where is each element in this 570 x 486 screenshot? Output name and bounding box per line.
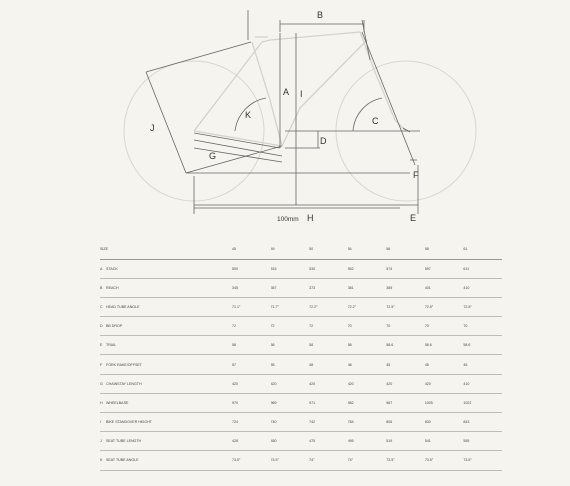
table-cell: 805 — [386, 413, 425, 432]
table-cell: 45 — [386, 355, 425, 374]
table-cell: 48 — [348, 355, 387, 374]
table-row — [100, 451, 502, 470]
row-name: HEAD TUBE ANGLE — [106, 304, 140, 309]
row-name: TRAIL — [106, 343, 117, 348]
table-cell: 515 — [271, 259, 310, 278]
table-cell: 70 — [425, 317, 464, 336]
table-cell: 428 — [232, 432, 271, 451]
table-cell: 57 — [232, 355, 271, 374]
row-letter: B — [100, 285, 103, 290]
table-cell: 784 — [348, 413, 387, 432]
table-cell: 970 — [232, 393, 271, 412]
table-cell: 72.2° — [309, 297, 348, 316]
table-cell: 74° — [309, 451, 348, 470]
table-cell: 475 — [309, 432, 348, 451]
geometry-table — [100, 240, 502, 471]
size-col: 45 — [232, 240, 271, 259]
row-letter: J — [100, 439, 102, 444]
table-cell: 420 — [386, 374, 425, 393]
row-letter: H — [100, 400, 103, 405]
table-cell: 420 — [232, 374, 271, 393]
row-letter: K — [100, 458, 103, 463]
table-cell: 58.6 — [463, 336, 502, 355]
table-cell: 971 — [309, 393, 348, 412]
table-cell: 574 — [386, 259, 425, 278]
table-header-row — [100, 240, 502, 259]
table-cell: 58.6 — [386, 336, 425, 355]
table-cell: 73.5° — [425, 451, 464, 470]
table-row — [100, 336, 502, 355]
row-name: STACK — [106, 266, 118, 271]
size-col: 49 — [271, 240, 310, 259]
table-row — [100, 432, 502, 451]
table-cell: 45 — [463, 355, 502, 374]
table-cell: 410 — [463, 278, 502, 297]
table-cell: 72.2° — [348, 297, 387, 316]
row-label — [100, 259, 232, 278]
table-cell: 420 — [348, 374, 387, 393]
table-cell: 72 — [309, 317, 348, 336]
table-cell: 70 — [386, 317, 425, 336]
table-cell: 70 — [463, 317, 502, 336]
table-cell: 495 — [348, 432, 387, 451]
row-name: BIKE STANDOVER HEIGHT — [106, 420, 152, 425]
measurement-lines — [146, 10, 420, 214]
size-header: SIZE — [100, 240, 232, 259]
table-cell: 48 — [309, 355, 348, 374]
table-cell: 740 — [271, 413, 310, 432]
table-row — [100, 317, 502, 336]
row-label — [100, 374, 232, 393]
table-cell: 58 — [232, 336, 271, 355]
table-cell: 555 — [463, 432, 502, 451]
row-label — [100, 432, 232, 451]
table-cell: 72 — [271, 317, 310, 336]
row-name: BB DROP — [106, 324, 123, 329]
row-name: WHEELBASE — [106, 400, 129, 405]
row-name: FORK RAKE/OFFSET — [106, 362, 142, 367]
table-cell: 724 — [232, 413, 271, 432]
table-cell: 74° — [348, 451, 387, 470]
table-cell: 410 — [463, 374, 502, 393]
table-cell: 58 — [271, 336, 310, 355]
table-cell: 389 — [386, 278, 425, 297]
table-cell: 73.5° — [386, 451, 425, 470]
row-letter: A — [100, 266, 103, 271]
table-cell: 500 — [232, 259, 271, 278]
table-cell: 541 — [425, 432, 464, 451]
table-cell: 982 — [348, 393, 387, 412]
row-letter: F — [100, 362, 103, 367]
size-col: 61 — [463, 240, 502, 259]
label-d: D — [320, 136, 327, 146]
table-cell: 1005 — [425, 393, 464, 412]
table-cell: 381 — [348, 278, 387, 297]
size-col: 50 — [309, 240, 348, 259]
table-cell: 58 — [348, 336, 387, 355]
row-letter: E — [100, 343, 103, 348]
row-letter: I — [100, 420, 101, 425]
label-f: F — [413, 170, 419, 180]
table-cell: 72.5° — [425, 297, 464, 316]
table-cell: 987 — [386, 393, 425, 412]
row-label — [100, 451, 232, 470]
row-letter: D — [100, 324, 103, 329]
table-cell: 71.7° — [271, 297, 310, 316]
table-cell: 71.1° — [232, 297, 271, 316]
label-a: A — [283, 87, 290, 97]
table-cell: 830 — [425, 413, 464, 432]
table-cell: 45 — [425, 355, 464, 374]
size-col: 56 — [386, 240, 425, 259]
label-j: J — [150, 123, 155, 133]
table-cell: 611 — [463, 259, 502, 278]
label-k: K — [245, 110, 252, 120]
label-h: H — [307, 213, 314, 223]
table-cell: 73.5° — [463, 451, 502, 470]
row-label — [100, 355, 232, 374]
label-e: E — [410, 213, 417, 223]
table-cell: 969 — [271, 393, 310, 412]
table-body — [100, 259, 502, 470]
table-cell: 58 — [309, 336, 348, 355]
table-cell: 1022 — [463, 393, 502, 412]
label-i: I — [300, 89, 303, 99]
row-name: SEAT TUBE ANGLE — [106, 458, 139, 463]
label-c: C — [372, 116, 379, 126]
row-name: REACH — [106, 285, 119, 290]
table-row — [100, 374, 502, 393]
table-cell: 58.6 — [425, 336, 464, 355]
table-row — [100, 259, 502, 278]
dimension-labels — [150, 10, 419, 223]
table-row — [100, 393, 502, 412]
table-cell: 357 — [271, 278, 310, 297]
table-cell: 70 — [348, 317, 387, 336]
table-cell: 72 — [232, 317, 271, 336]
label-b: B — [317, 10, 324, 20]
label-offset: 100mm — [277, 216, 299, 223]
row-label — [100, 278, 232, 297]
table-row — [100, 278, 502, 297]
row-name: CHAINSTAY LENGTH — [106, 381, 142, 386]
table-row — [100, 413, 502, 432]
row-label — [100, 297, 232, 316]
table-cell: 420 — [309, 374, 348, 393]
table-cell: 519 — [386, 432, 425, 451]
table-cell: 450 — [271, 432, 310, 451]
geometry-diagram — [0, 0, 570, 240]
table-row — [100, 355, 502, 374]
row-letter: C — [100, 304, 103, 309]
row-letter: G — [100, 381, 103, 386]
table-cell: 72.8° — [463, 297, 502, 316]
table-cell: 420 — [425, 374, 464, 393]
table-cell: 597 — [425, 259, 464, 278]
row-label — [100, 317, 232, 336]
table-cell: 401 — [425, 278, 464, 297]
label-g: G — [209, 151, 217, 161]
table-cell: 552 — [348, 259, 387, 278]
table-cell: 345 — [232, 278, 271, 297]
row-label — [100, 413, 232, 432]
table-cell: 55 — [271, 355, 310, 374]
table-cell: 373 — [309, 278, 348, 297]
table-cell: 420 — [271, 374, 310, 393]
table-cell: 843 — [463, 413, 502, 432]
table-cell: 530 — [309, 259, 348, 278]
row-name: SEAT TUBE LENGTH — [106, 439, 142, 444]
row-label — [100, 393, 232, 412]
row-label — [100, 336, 232, 355]
table-cell: 73.5° — [232, 451, 271, 470]
table-cell: 72.5° — [386, 297, 425, 316]
table-cell: 742 — [309, 413, 348, 432]
table-cell: 74.5° — [271, 451, 310, 470]
size-col: 54 — [348, 240, 387, 259]
table-row — [100, 297, 502, 316]
size-col: 58 — [425, 240, 464, 259]
